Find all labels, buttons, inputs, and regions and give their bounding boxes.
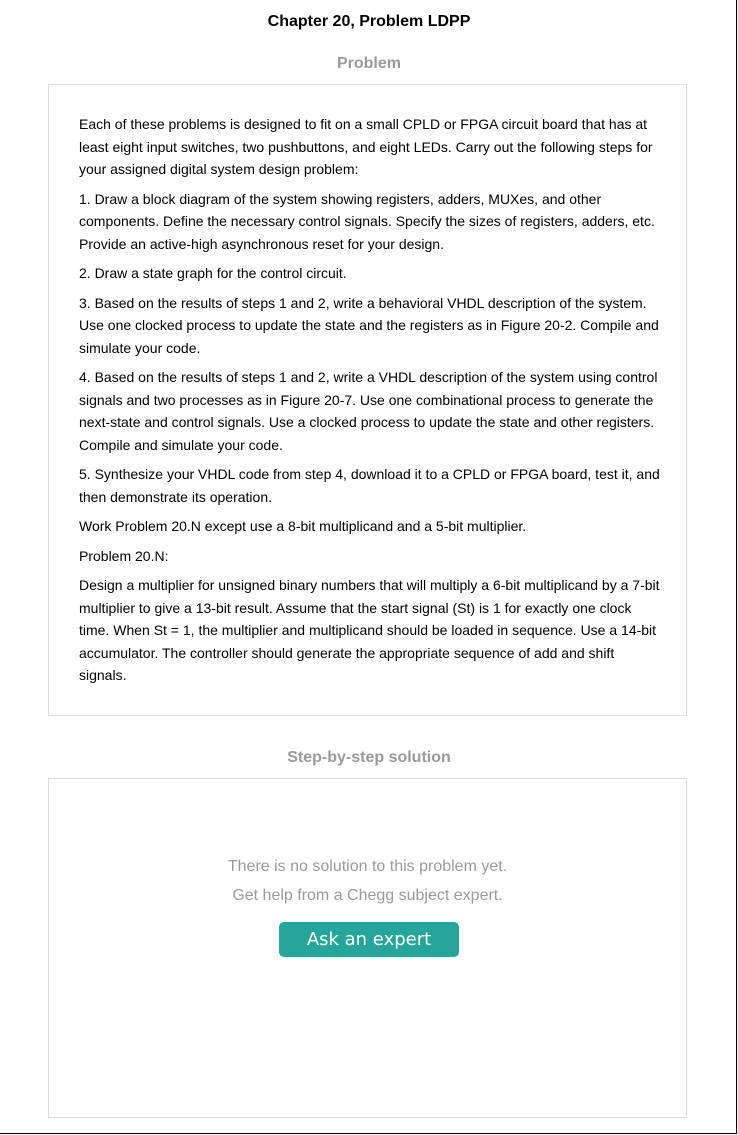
problem-paragraph-step-2: 2. Draw a state graph for the control circuit. bbox=[79, 265, 347, 281]
problem-card bbox=[48, 84, 687, 716]
solution-card bbox=[48, 778, 687, 1118]
problem-paragraph-design: Design a multiplier for unsigned binary numbers that will multiply a 6-bit multiplicand by a 7-bit multiplier to give a 13-bit result. Assume that the start signal (St) is 1 for exactly one clock time. When St = 1, the multiplier and multiplicand should be loaded in sequence. Use a 14-bit accumulator. The controller should generate the appropriate sequence of add and shift signals. bbox=[79, 577, 660, 683]
problem-paragraph-step-4: 4. Based on the results of steps 1 and 2, write a VHDL description of the system using control signals and two processes as in Figure 20-7. Use one combinational process to generate the next-state and control signals. Use a clocked process to update the state and other registers. Compile and simulate your code. bbox=[79, 369, 658, 453]
ask-expert-button[interactable]: Ask an expert bbox=[279, 922, 459, 957]
problem-paragraph-step-3: 3. Based on the results of steps 1 and 2, write a behavioral VHDL description of the system. Use one clocked process to update the state and the registers as in Figure 20-2. Compile and simulate your code. bbox=[79, 294, 659, 356]
problem-paragraph-intro: Each of these problems is designed to fit on a small CPLD or FPGA circuit board that has at least eight input switches, two pushbuttons, and eight LEDs. Carry out the following steps for your assigned digital system design problem: bbox=[79, 116, 653, 177]
expert-help-message: Get help from a Chegg subject expert. bbox=[232, 887, 503, 904]
solution-heading: Step-by-step solution bbox=[287, 749, 451, 766]
no-solution-message: There is no solution to this problem yet. bbox=[227, 858, 508, 875]
problem-body bbox=[79, 113, 661, 694]
problem-paragraph-label: Problem 20.N: bbox=[79, 547, 169, 564]
problem-paragraph-step-1: 1. Draw a block diagram of the system showing registers, adders, MUXes, and other components. Define the necessary control signals. Specify the sizes of registers, adders, etc. Provide an active-high asynchronous reset for your design. bbox=[79, 190, 655, 252]
problem-paragraph-step-5: 5. Synthesize your VHDL code from step 4, download it to a CPLD or FPGA board, test it, and then demonstrate its operation. bbox=[79, 466, 660, 505]
problem-paragraph-work: Work Problem 20.N except use a 8-bit multiplicand and a 5-bit multiplier. bbox=[79, 518, 527, 534]
page-title: Chapter 20, Problem LDPP bbox=[267, 13, 471, 30]
problem-heading: Problem bbox=[336, 55, 401, 72]
